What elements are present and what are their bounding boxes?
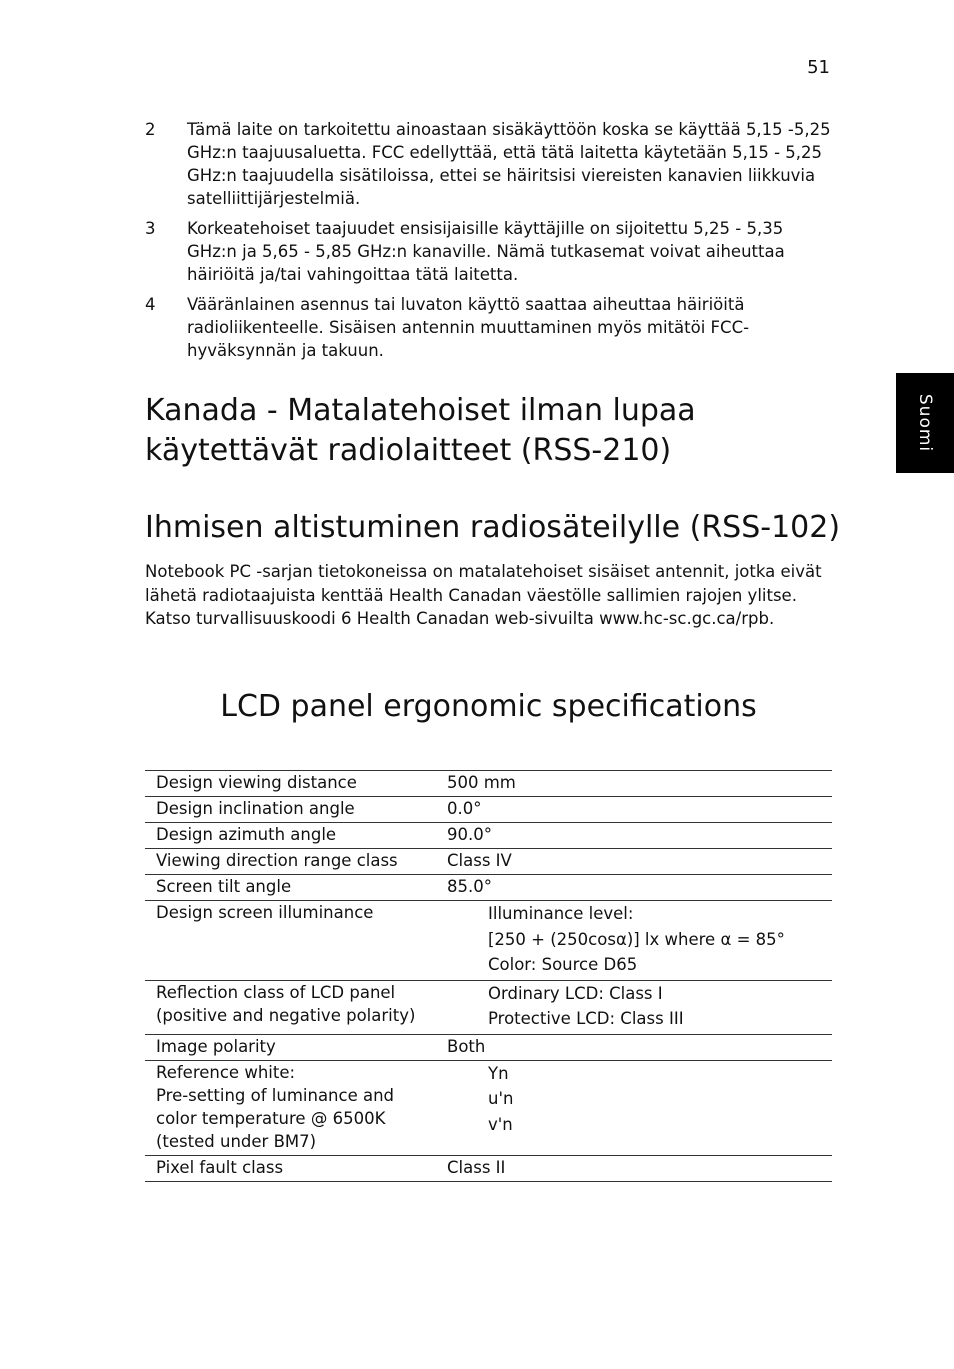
spec-value <box>446 980 832 1034</box>
spec-label-line: Reference white: <box>156 1062 296 1082</box>
spec-value-line: u'n <box>488 1089 514 1108</box>
spec-value: 0.0° <box>446 797 832 823</box>
spec-value: Class II <box>446 1155 832 1181</box>
language-side-tab <box>896 373 954 473</box>
spec-label-line: Design screen illuminance <box>156 903 374 922</box>
spec-label-line: Viewing direction range class <box>156 851 398 870</box>
spec-value-line: Yn <box>488 1063 509 1083</box>
table-row <box>145 1034 832 1060</box>
spec-value-line: Illuminance level: <box>488 904 634 923</box>
spec-label-line: (positive and negative polarity) <box>156 1005 416 1025</box>
spec-label <box>145 823 446 849</box>
spec-label <box>145 875 446 901</box>
spec-value-line: Color: Source D65 <box>488 955 638 974</box>
table-row <box>145 901 832 981</box>
heading-lcd-specifications: LCD panel ergonomic specifications <box>220 689 757 724</box>
spec-label <box>145 1155 446 1181</box>
side-tab-label: Suomi <box>915 393 935 453</box>
note-text: Korkeatehoiset taajuudet ensisijaisille käyttäjille on sijoitettu 5,25 - 5,35 GHz:n ja 5,65 - 5,85 GHz:n kanaville. Nämä tutkasemat voivat aiheuttaa häiriöitä ja/tai vahingoittaa tätä laitetta. <box>187 219 785 284</box>
spec-label-line: Design viewing distance <box>156 773 357 792</box>
spec-label-line: Design azimuth angle <box>156 825 337 844</box>
table-row <box>145 797 832 823</box>
spec-label-line: Design inclination angle <box>156 799 355 818</box>
note-number: 3 <box>145 219 156 238</box>
table-row <box>145 849 832 875</box>
table-row <box>145 875 832 901</box>
note-number: 4 <box>145 295 156 314</box>
rf-exposure-paragraph: Notebook PC -sarjan tietokoneissa on matalatehoiset sisäiset antennit, jotka eivät lähetä radiotaajuista kenttää Health Canadan väestölle sallimien rajojen ylitse. Katso turvallisuuskoodi 6 Health Canadan web-sivuilta www.hc-sc.gc.ca/rpb. <box>145 562 822 628</box>
spec-label-line: Reflection class of LCD panel <box>156 982 396 1002</box>
spec-label-line: (tested under BM7) <box>156 1131 317 1151</box>
spec-label-line: Pre-setting of luminance and <box>156 1085 395 1105</box>
note-item <box>145 217 835 286</box>
spec-value-line: Ordinary LCD: Class I <box>488 983 663 1003</box>
page-number: 51 <box>807 57 830 78</box>
note-text: Tämä laite on tarkoitettu ainoastaan sisäkäyttöön koska se käyttää 5,15 -5,25 GHz:n taajuusaluetta. FCC edellyttää, että tätä laitetta käytetään 5,15 - 5,25 GHz:n taajuudella sisätiloissa, ettei se häiritsisi viereisten kanavien liikkuvia satelliittijärjestelmiä. <box>187 120 831 208</box>
table-row <box>145 980 832 1034</box>
table-row <box>145 1060 832 1155</box>
note-item <box>145 293 835 362</box>
spec-value-line: v'n <box>488 1114 513 1134</box>
heading-rf-exposure-rss-102: Ihmisen altistuminen radiosäteilylle (RSS-102) <box>145 510 841 545</box>
spec-value-line: Protective LCD: Class III <box>488 1009 684 1028</box>
table-row <box>145 823 832 849</box>
lcd-spec-table <box>145 770 832 1182</box>
spec-label-line: Image polarity <box>156 1036 276 1056</box>
spec-label <box>145 1034 446 1060</box>
table-row <box>145 1155 832 1181</box>
footnote-list <box>145 118 835 369</box>
spec-label-line: Screen tilt angle <box>156 877 292 896</box>
note-item <box>145 118 835 210</box>
spec-value: 85.0° <box>446 875 832 901</box>
spec-label-line: Pixel fault class <box>156 1157 284 1177</box>
spec-value-line: [250 + (250cosα)] lx where α = 85° <box>488 929 785 949</box>
table-row <box>145 771 832 797</box>
spec-label <box>145 771 446 797</box>
spec-label <box>145 980 446 1034</box>
spec-value: Class IV <box>446 849 832 875</box>
spec-label <box>145 901 446 981</box>
spec-value <box>446 901 832 981</box>
spec-label <box>145 797 446 823</box>
spec-value <box>446 1060 832 1155</box>
note-number: 2 <box>145 120 156 139</box>
heading-canada-rss-210: Kanada - Matalatehoiset ilman lupaa käytettävät radiolaitteet (RSS-210) <box>145 393 696 468</box>
spec-value: Both <box>446 1034 832 1060</box>
spec-value: 90.0° <box>446 823 832 849</box>
spec-label-line: color temperature @ 6500K <box>156 1108 386 1128</box>
note-text: Vääränlainen asennus tai luvaton käyttö saattaa aiheuttaa häiriöitä radioliikenteelle. Sisäisen antennin muuttaminen myös mitätöi FCC-hyväksynnän ja takuun. <box>187 295 750 360</box>
spec-value: 500 mm <box>446 771 832 797</box>
spec-label <box>145 1060 446 1155</box>
spec-label <box>145 849 446 875</box>
